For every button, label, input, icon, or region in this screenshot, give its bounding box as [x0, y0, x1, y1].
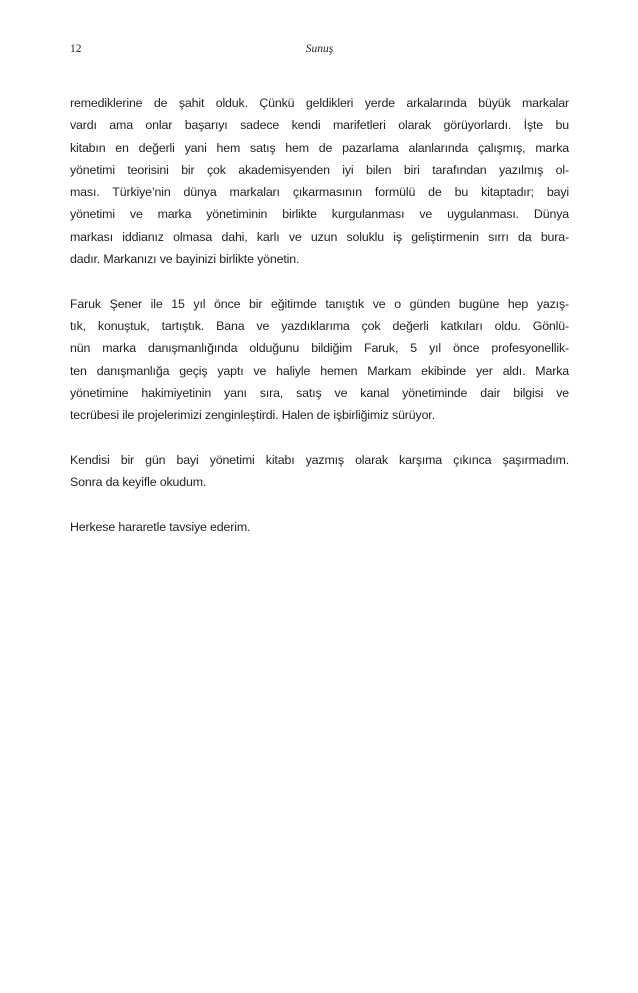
- text-line: ması. Türkiye’nin dünya markaları çıkarmasının formülü de bu kitaptadır; bayi: [70, 185, 569, 200]
- text-line: tık, konuştuk, tartıştık. Bana ve yazdıklarıma çok değerli katkıları oldu. Gönlü-: [70, 318, 569, 333]
- paragraph-2: [70, 293, 569, 427]
- text-line: markası iddianız olmasa dahi, karlı ve uzun soluklu iş geliştirmenin sırrı da bura-: [70, 229, 569, 244]
- text-line: Sonra da keyifle okudum.: [70, 475, 207, 490]
- text-line: nün marka danışmanlığında olduğunu bildiğim Faruk, 5 yıl önce profesyonellik-: [70, 341, 569, 356]
- text-line: yönetimi teorisini bir çok akademisyenden iyi bilen biri tarafından yazılmış ol-: [70, 162, 569, 177]
- text-line: yönetimine hakimiyetinin yanı sıra, satış ve kanal yönetiminde dair bilgisi ve: [70, 385, 569, 400]
- text-line: dadır. Markanızı ve bayinizi birlikte yönetin.: [70, 252, 300, 267]
- body-text: [70, 92, 569, 560]
- paragraph-1: [70, 92, 569, 270]
- page-header: [70, 43, 569, 61]
- page-number: 12: [70, 43, 82, 55]
- paragraph-3: [70, 449, 569, 494]
- text-line: Kendisi bir gün bayi yönetimi kitabı yazmış olarak karşıma çıkınca şaşırmadım.: [70, 452, 569, 467]
- text-line: remediklerine de şahit olduk. Çünkü geldikleri yerde arkalarında büyük markalar: [70, 96, 569, 110]
- text-line: Faruk Şener ile 15 yıl önce bir eğitimde tanıştık ve o günden bugüne hep yazış-: [70, 296, 569, 311]
- text-line: tecrübesi ile projelerimizi zenginleştirdi. Halen de işbirliğimiz sürüyor.: [70, 408, 435, 423]
- text-line: ten danışmanlığa geçiş yaptı ve haliyle hemen Markam ekibinde yer aldı. Marka: [70, 363, 569, 378]
- running-title: Sunuş: [305, 43, 334, 55]
- text-line: yönetimi ve marka yönetiminin birlikte kurgulanması ve uygulanması. Dünya: [70, 207, 569, 222]
- paragraph-4: [70, 516, 569, 538]
- text-line: vardı ama onlar başarıyı sadece kendi marifetleri olarak görüyorlardı. İşte bu: [70, 118, 569, 133]
- text-line: kitabın en değerli yani hem satış hem de pazarlama alanlarında çalışmış, marka: [70, 140, 569, 155]
- text-line: Herkese hararetle tavsiye ederim.: [70, 519, 251, 534]
